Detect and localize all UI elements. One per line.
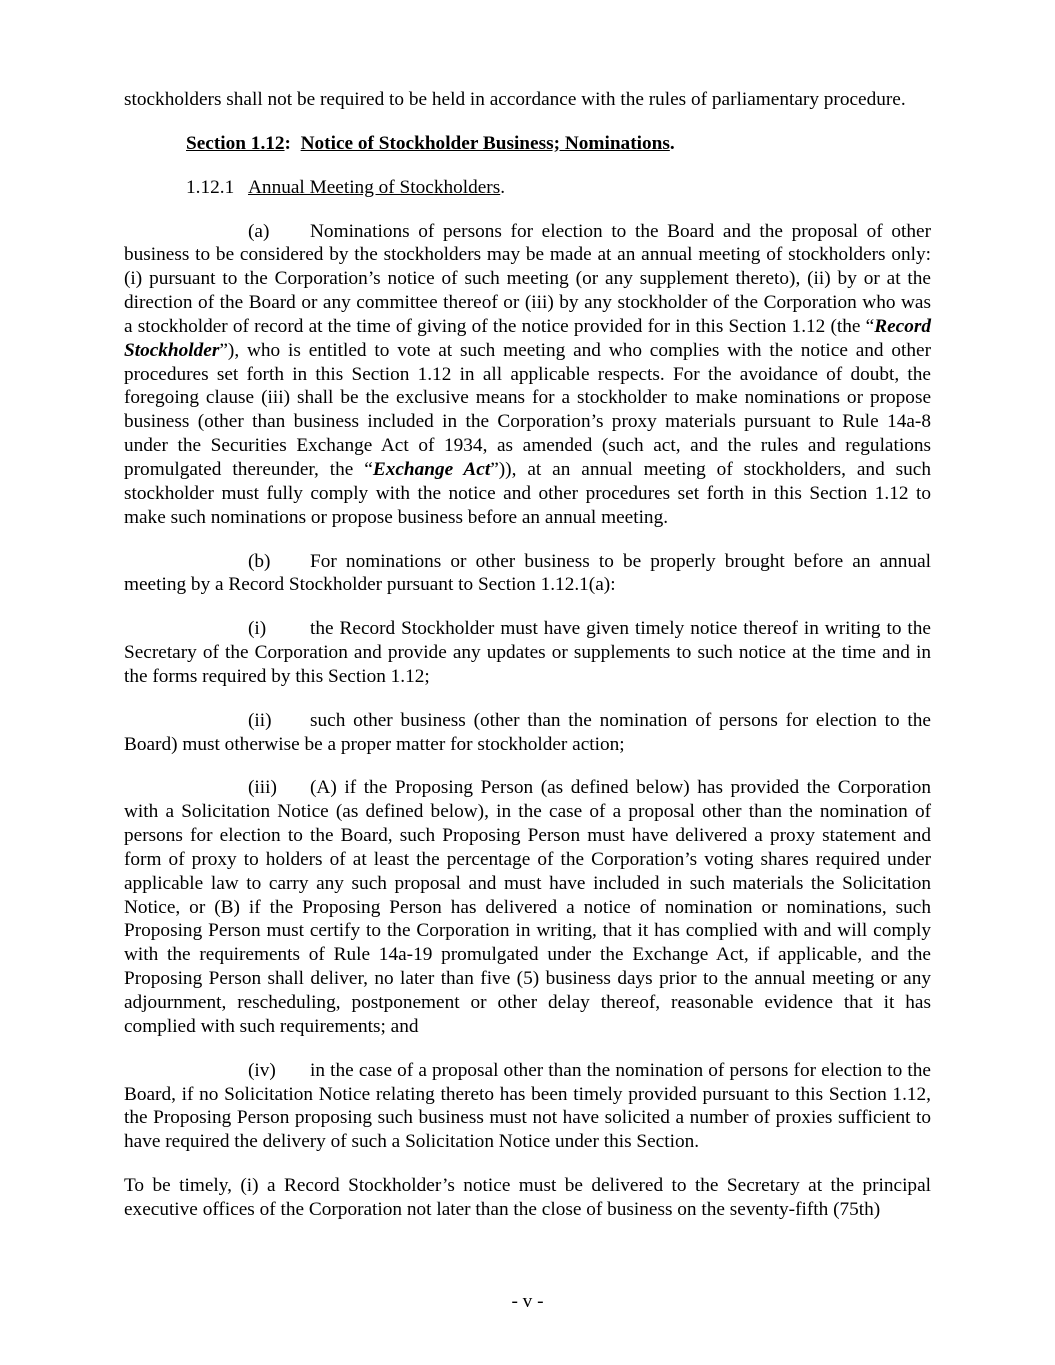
- paragraph-a-text-3: ”)), at an annual meeting of stockholders, and such stockholder must fully comply with the notice and other procedures set forth in this Section 1.12 to make such nominations or propose business before an annual meeting.: [124, 458, 931, 528]
- defined-term-record-stockholder: Record Stockholder: [124, 315, 931, 361]
- paragraph-b-text: For nominations or other business to be properly brought before an annual meeting by a Record Stockholder pursuant to Section 1.12.1(a):: [124, 550, 931, 596]
- intro-paragraph: stockholders shall not be required to be held in accordance with the rules of parliamentary procedure.: [124, 89, 906, 110]
- paragraph-i-label: (i): [248, 618, 267, 640]
- section-title: Notice of Stockholder Business; Nominations: [300, 132, 670, 154]
- paragraph-i-text: the Record Stockholder must have given timely notice thereof in writing to the Secretary of the Corporation and provide any updates or supplements to such notice at the time and in the forms required by this Section 1.12;: [124, 618, 931, 687]
- paragraph-ii-label: (ii): [248, 709, 272, 731]
- section-heading: [186, 132, 931, 156]
- subsection-title: Annual Meeting of Stockholders: [248, 176, 501, 198]
- paragraph-iv: [124, 1059, 931, 1154]
- paragraph-ii-text: such other business (other than the nomination of persons for election to the Board) must otherwise be a proper matter for stockholder action;: [124, 709, 931, 755]
- paragraph-a-text-1: Nominations of persons for election to the Board and the proposal of other business to be considered by the stockholders may be made at an annual meeting of stockholders only: (i) pursuant to the Corporation’s notice of such meeting (or any supplement thereto), (ii) by or at the direction of the Board or any committee thereof or (iii) by any stockholder of the Corporation who was a stockholder of record at the time of giving of the notice provided for in this Section 1.12 (the “: [124, 220, 931, 337]
- document-page: [124, 88, 931, 1222]
- section-number: Section 1.12: [186, 132, 285, 154]
- subsection-heading: [186, 176, 931, 200]
- paragraph-a-text-2: ”), who is entitled to vote at such meeting and who complies with the notice and other procedures set forth in this Section 1.12 in all applicable respects. For the avoidance of doubt, the foregoing clause (iii) shall be the exclusive means for a stockholder to make nominations or propose business (other than business included in the Corporation’s proxy materials pursuant to Rule 14a-8 under the Securities Exchange Act of 1934, as amended (such act, and the rules and regulations promulgated thereunder, the “: [124, 339, 931, 480]
- paragraph-a-label: (a): [248, 220, 270, 242]
- paragraph-i: [124, 617, 931, 689]
- paragraph-iii-label: (iii): [248, 777, 277, 799]
- section-colon: :: [284, 132, 291, 154]
- subsection-number: 1.12.1: [186, 176, 235, 198]
- paragraph-b: [124, 550, 931, 598]
- closing-paragraph: To be timely, (i) a Record Stockholder’s notice must be delivered to the Secretary at the principal executive offices of the Corporation not later than the close of business on the seventy-fifth (75th): [124, 1175, 931, 1220]
- page-number: - v -: [511, 1291, 544, 1312]
- paragraph-iii-text: (A) if the Proposing Person (as defined below) has provided the Corporation with a Solicitation Notice (as defined below), in the case of a proposal other than the nomination of persons for election to the Board, such Proposing Person must have delivered a proxy statement and form of proxy to holders of at least the percentage of the Corporation’s voting shares required under applicable law to carry any such proposal and must have included in such materials the Solicitation Notice, or (B) if the Proposing Person has delivered a notice of nomination or nominations, such Proposing Person must certify to the Corporation in writing, that it has complied with and will comply with the requirements of Rule 14a-19 promulgated under the Exchange Act, if applicable, and the Proposing Person shall deliver, no later than five (5) business days prior to the annual meeting or any adjournment, rescheduling, postponement or other delay thereof, reasonable evidence that it has complied with such requirements; and: [124, 777, 931, 1037]
- paragraph-b-label: (b): [248, 550, 271, 572]
- subsection-period: .: [500, 176, 506, 198]
- section-period: .: [669, 132, 675, 154]
- paragraph-iv-text: in the case of a proposal other than the nomination of persons for election to the Board, if no Solicitation Notice relating thereto has been timely provided pursuant to this Section 1.12, the Proposing Person proposing such business must not have solicited a number of proxies sufficient to have required the delivery of such a Solicitation Notice under this Section.: [124, 1059, 931, 1153]
- paragraph-iii: [124, 776, 931, 1038]
- paragraph-a: [124, 220, 931, 530]
- paragraph-ii: [124, 709, 931, 757]
- defined-term-exchange-act: Exchange Act: [372, 458, 491, 480]
- paragraph-iv-label: (iv): [248, 1059, 276, 1081]
